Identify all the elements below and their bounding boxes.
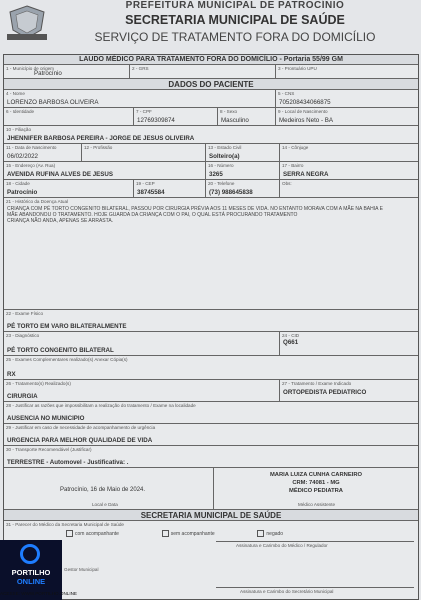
- exame-fisico-value: PÉ TORTO EM VARO BILATERALMENTE: [7, 323, 127, 330]
- negado-label: negado: [266, 530, 284, 537]
- field-parecer: [4, 521, 418, 599]
- field-historico: [4, 198, 418, 310]
- cep-label: 19 - CEP: [136, 181, 155, 186]
- field-local-nascimento: [276, 108, 418, 126]
- assinatura-medico-line: [216, 541, 414, 542]
- exame-fisico-label: 22 - Exame Físico: [6, 311, 44, 316]
- telefone-label: 20 - Telefone: [208, 181, 235, 186]
- field-cid: [280, 332, 418, 356]
- municipio-value: Patrocínio: [34, 70, 62, 77]
- field-diagnostico: [4, 332, 280, 356]
- cidade-label: 18 - Cidade: [6, 181, 30, 186]
- municipal-crest-logo: [4, 4, 50, 42]
- local-data-value: Patrocínio, 16 de Maio de 2024.: [60, 487, 146, 493]
- field-nome: [4, 90, 276, 108]
- estado-civil-value: Solteiro(a): [209, 153, 240, 160]
- power-icon: [20, 544, 40, 564]
- header-prefeitura: PREFEITURA MUNICIPAL DE PATROCÍNIO: [125, 0, 345, 11]
- historico-line: CRIANÇA COM PÉ TORTO CONGENITO BILATERAL, PASSOU POR CIRURGIA PRÉVIA AOS 11 MESES DE VIDA. NO ENTANTO MORAVA COM A MÃE NA BAHIA E: [7, 206, 383, 212]
- com-acompanhante-label: com acompanhante: [75, 530, 119, 537]
- municipio-label: 1 - Município de origem: [6, 66, 55, 71]
- local-nascimento-label: 9 - Local de Nascimento: [278, 109, 328, 114]
- field-municipio: [4, 65, 130, 79]
- watermark-url: ACESSE: WWW.PORTILHO.ONLINE: [0, 591, 77, 596]
- field-data-nascimento: [4, 144, 82, 162]
- cpf-label: 7 - CPF: [136, 109, 152, 114]
- field-exames-complementares: [4, 356, 418, 380]
- field-bairro: [280, 162, 418, 180]
- cns-value: 705208434066875: [279, 99, 331, 106]
- medico-nome: MARIA LUIZA CUNHA CARNEIRO: [269, 472, 363, 478]
- checkbox-sem-acompanhante[interactable]: [162, 530, 169, 537]
- diagnostico-label: 23 - Diagnóstico: [6, 333, 40, 338]
- filiacao-label: 10 - Filiação: [6, 127, 32, 132]
- field-justificativa: [4, 402, 418, 424]
- sexo-label: 8 - Sexo: [220, 109, 238, 114]
- field-transporte: [4, 446, 418, 468]
- justificativa-label: 28 - Justificar as razões que impossibilitam a realização do tratamento / Exame na localidade: [6, 403, 196, 408]
- justificativa-value: AUSENCIA NO MUNICIPIO: [7, 415, 85, 422]
- field-numero: [206, 162, 280, 180]
- urgencia-value: URGENCIA PARA MELHOR QUALIDADE DE VIDA: [7, 437, 153, 444]
- endereco-value: AVENIDA RUFINA ALVES DE JESUS: [7, 171, 113, 178]
- numero-label: 16 - Número: [208, 163, 234, 168]
- cid-value: Q661: [283, 339, 299, 346]
- medico-assistente-label: Médico Assistente: [298, 502, 336, 507]
- sem-acompanhante-label: sem acompanhante: [170, 530, 215, 537]
- medico-crm: CRM: 74081 - MG: [292, 480, 340, 486]
- field-upu: [276, 65, 418, 79]
- cns-label: 5 - CNS: [278, 91, 295, 96]
- numero-value: 3265: [209, 171, 223, 178]
- cpf-value: 12769309874: [137, 117, 175, 124]
- transporte-value: TERRESTRE - Automovel - Justificativa: .: [7, 459, 129, 466]
- cep-value: 38745584: [137, 189, 165, 196]
- field-grs: [130, 65, 276, 79]
- exames-complementares-label: 25 - Exames Complementares realizado(s) Anexar Cópia(s): [6, 357, 128, 362]
- field-cep: [134, 180, 206, 198]
- upu-label: 3 - Prontuário UPU: [278, 66, 317, 71]
- medico-especialidade: MÉDICO PEDIATRA: [289, 488, 343, 494]
- gestor-label: Gestor Municipal: [64, 567, 99, 572]
- identidade-label: 6 - Identidade: [6, 109, 35, 114]
- tratamento-indicado-label: 27 - Tratamento / Exame Indicado: [282, 381, 352, 386]
- field-telefone: [206, 180, 280, 198]
- bairro-label: 17 - Bairro: [282, 163, 304, 168]
- tfd-form: [3, 54, 419, 600]
- tratamento-indicado-value: ORTOPEDISTA PEDIATRICO: [283, 389, 367, 396]
- field-endereco: [4, 162, 206, 180]
- checkbox-com-acompanhante[interactable]: [66, 530, 73, 537]
- field-sexo: [218, 108, 276, 126]
- field-filiacao: [4, 126, 418, 144]
- form-title: LAUDO MÉDICO PARA TRATAMENTO FORA DO DOMICÍLIO - Portaria 55/99 GM: [4, 55, 418, 65]
- secretaria-title: SECRETARIA MUNICIPAL DE SAÚDE: [4, 510, 418, 521]
- grs-label: 2 - GRS: [132, 66, 149, 71]
- assinatura-secretario-line: [216, 587, 414, 588]
- historico-label: 21 - Histórico da Doença Atual: [6, 199, 69, 204]
- field-estado-civil: [206, 144, 280, 162]
- tratamento-realizado-label: 26 - Tratamento(s) Realizado(s): [6, 381, 71, 386]
- header-secretaria: SECRETARIA MUNICIPAL DE SAÚDE: [125, 13, 345, 27]
- assinatura-medico-label: Assinatura e Carimbo do Médico / Regulador: [236, 543, 328, 548]
- diagnostico-value: PÉ TORTO CONGENITO BILATERAL: [7, 347, 114, 354]
- filiacao-value: JHENNIFER BARBOSA PEREIRA - JORGE DE JESUS OLIVEIRA: [7, 135, 195, 142]
- logo-line1: PORTILHO: [11, 568, 51, 577]
- field-cidade: [4, 180, 134, 198]
- data-nascimento-value: 06/02/2022: [7, 153, 38, 160]
- field-cpf: [134, 108, 218, 126]
- urgencia-label: 29 - Justificar em caso de necessidade de acompanhamento de urgência: [6, 425, 156, 430]
- historico-text: [7, 206, 415, 224]
- checkbox-negado[interactable]: [257, 530, 264, 537]
- local-data-label: Local e Data: [92, 502, 118, 507]
- historico-line: CRIANÇA NÃO ANDA, APENAS SE ARRASTA.: [7, 218, 114, 224]
- profissao-label: 12 - Profissão: [84, 145, 113, 150]
- local-nascimento-value: Medeiros Neto - BA: [279, 117, 333, 124]
- telefone-value: (73) 988645838: [209, 189, 253, 196]
- bairro-value: SERRA NEGRA: [283, 171, 329, 178]
- field-profissao: [82, 144, 206, 162]
- parecer-options: [66, 530, 283, 537]
- header-servico: SERVIÇO DE TRATAMENTO FORA DO DOMICÍLIO: [94, 30, 376, 44]
- field-obs: [280, 180, 418, 198]
- field-local-data: [4, 468, 214, 510]
- obs-label: Obs:: [282, 181, 292, 186]
- transporte-label: 30 - Transporte Recomendável (Justificar): [6, 447, 92, 452]
- cidade-value: Patrocínio: [7, 189, 38, 196]
- dados-paciente-title: DADOS DO PACIENTE: [4, 79, 418, 90]
- parecer-label: 31 - Parecer do Médico da Secretaria Municipal de Saúde: [6, 522, 124, 527]
- nome-value: LORENZO BARBOSA OLIVEIRA: [7, 99, 99, 106]
- field-urgencia: [4, 424, 418, 446]
- field-medico-assistente: [214, 468, 418, 510]
- assinatura-secretario-label: Assinatura e Carimbo do Secretário Municipal: [240, 589, 334, 594]
- sexo-value: Masculino: [221, 117, 249, 124]
- conjuge-label: 14 - Cônjuge: [282, 145, 309, 150]
- field-tratamento-indicado: [280, 380, 418, 402]
- field-tratamento-realizado: [4, 380, 280, 402]
- estado-civil-label: 13 - Estado Civil: [208, 145, 242, 150]
- cid-label: 24 - CID: [282, 333, 300, 338]
- historico-line: MÃE ABANDONOU O TRATAMENTO. HOJE GUARDA DA CRIANÇA COM O PAI, O QUAL ESTÁ PROCURANDO TRATAMENTO: [7, 212, 298, 218]
- endereco-label: 15 - Endereço (Av. Rua): [6, 163, 56, 168]
- data-nascimento-label: 11 - Data de Nascimento: [6, 145, 57, 150]
- logo-line2: ONLINE: [16, 577, 46, 586]
- field-exame-fisico: [4, 310, 418, 332]
- tratamento-realizado-value: CIRURGIA: [7, 393, 38, 400]
- exames-complementares-value: RX: [7, 371, 16, 378]
- nome-label: 4 - Nome: [6, 91, 25, 96]
- field-cns: [276, 90, 418, 108]
- field-identidade: [4, 108, 134, 126]
- field-conjuge: [280, 144, 418, 162]
